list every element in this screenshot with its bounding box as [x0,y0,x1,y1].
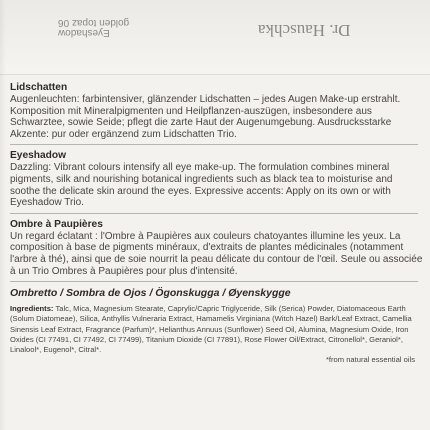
section-english [10,150,425,208]
divider [10,213,418,214]
product-name-translations: Ombretto / Sombra de Ojos / Ögonskugga / Øyenskygge [10,287,291,300]
brand-subline [58,17,129,37]
box-edge-shadow [0,0,6,430]
section-german [10,82,425,140]
brand-name: Dr. Hauschka [258,21,351,40]
section-heading: Ombre à Paupières [10,218,103,230]
section-text: Dazzling: Vibrant colours intensify all eye make-up. The formulation combines mineral pigments, silk and nourishing botanical ingredients such as black tea to moisturise and soothe the delicate skin around the eyes. Expressive accents: Apply on its own or with Eyeshadow Trio. [10,162,393,209]
section-heading: Lidschatten [10,82,68,93]
product-type-label: Eyeshadow [58,27,110,38]
divider [10,144,418,145]
divider [10,281,418,282]
ingredients-footnote: *from natural essential oils [325,355,415,365]
section-text: Augenleuchten: farbintensiver, glänzender Lidschatten – jedes Augen Make-up erstrahlt. Komposition mit Mineralpigmenten und Heilpflanzen-auszügen, insbesondere aus Schwarztee, sowie Seide; pflegt die zarte Haut der Augenumgebung. Ausdrucksstarke Akzente: pur oder ergänzend zum Lidschatten Trio. [10,94,401,140]
label-text [10,82,425,364]
ingredients-list [10,304,415,355]
shade-label: golden topaz 06 [58,17,130,28]
box-top-flap [0,0,430,75]
section-text: Un regard éclatant : l'Ombre à Paupières aux couleurs chatoyantes illumine les yeux. La composition à base de pigments minéraux, d'extraits de plantes médicinales (notamment l'arbre à thé), ainsi que de soie nourrit la peau délicate du contour de l'œil. Seule ou associée à un Trio Ombres à Paupières pour plus d'intensité. [10,230,423,277]
section-heading: Eyeshadow [10,150,67,162]
section-french [10,219,425,277]
ingredients-label: Ingredients: [10,304,54,314]
ingredients-text: Talc, Mica, Magnesium Stearate, Caprylic/Capric Triglyceride, Silk (Serica) Powder, Diatomaceous Earth (Solum Diatomeae), Silica, Anthyllis Vulneraria Extract, Hamamelis Virginiana (Witch Hazel) Bark/Leaf Extract, Camellia Sinensis Leaf Extract, Fragrance (Parfum)*, Helianthus Annuus (Sunflower) Seed Oil, Alumina, Magnesium Oxide, Iron Oxides (CI 77491, CI 77492, CI 77499), Titanium Dioxide (CI 77891), Rose Flower Oil/Extract, Citronellol*, Geraniol*, Linalool*, Eugenol*, Citral*. [10,304,412,354]
